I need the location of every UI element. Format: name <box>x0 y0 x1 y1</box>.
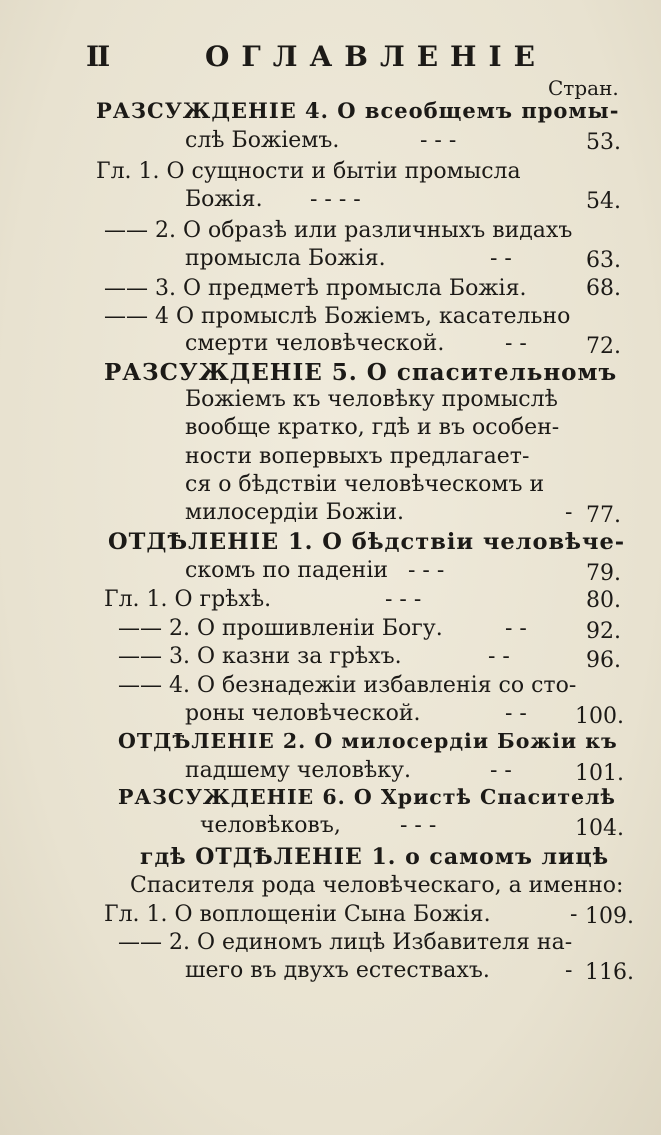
toc-entry-line: ности вопервыхъ предлагает- <box>185 444 530 469</box>
toc-leader-dashes: - - - <box>400 813 437 838</box>
toc-leader-dashes: - - - - <box>310 187 361 212</box>
toc-entry-line: Гл. 1. О воплощеніи Сына Божія. <box>104 902 491 927</box>
toc-leader-dashes: - - - <box>420 128 457 153</box>
toc-entry-line: милосердіи Божіи. <box>185 500 405 525</box>
toc-entry-line: —— 3. О предметѣ промысла Божія. <box>104 276 527 301</box>
toc-entry-line: промысла Божія. <box>185 246 386 271</box>
page-number: II <box>86 40 109 73</box>
toc-leader-dashes: - <box>570 902 578 927</box>
toc-entry-line: смерти человѣческой. <box>185 331 445 356</box>
toc-entry-line: роны человѣческой. <box>185 701 421 726</box>
toc-leader-dashes: - - <box>488 644 510 669</box>
toc-leader-dashes: - - - <box>385 587 422 612</box>
toc-entry-line: Спасителя рода человѣческаго, а именно: <box>130 873 624 898</box>
toc-entry-line: слѣ Божіемъ. <box>185 128 340 153</box>
toc-page-number: 116. <box>585 960 634 985</box>
toc-leader-dashes: - - <box>490 246 512 271</box>
toc-leader-dashes: - - - <box>408 558 445 583</box>
toc-entry-line: падшему человѣку. <box>185 758 411 783</box>
toc-page-number: 54. <box>586 189 621 214</box>
toc-page-number: 79. <box>586 561 621 586</box>
toc-entry-line: —— 3. О казни за грѣхъ. <box>118 644 402 669</box>
toc-page-number: 101. <box>575 761 624 786</box>
toc-entry-line: гдѣ ОТДѢЛЕНІЕ 1. о самомъ лицѣ <box>140 844 610 870</box>
toc-entry-line: ся о бѣдствіи человѣческомъ и <box>185 472 545 497</box>
toc-page-number: 53. <box>586 130 621 155</box>
toc-entry-line: шего въ двухъ естествахъ. <box>185 958 490 983</box>
toc-page-number: 109. <box>585 904 634 929</box>
toc-entry-line: Гл. 1. О сущности и бытіи промысла <box>96 159 521 184</box>
toc-entry-line: ОТДѢЛЕНІЕ 1. О бѣдствіи человѣче- <box>108 529 626 555</box>
toc-leader-dashes: - - <box>505 701 527 726</box>
toc-page-number: 77. <box>586 503 621 528</box>
toc-page-number: 68. <box>586 276 621 301</box>
toc-entry-line: —— 2. О прошивленіи Богу. <box>118 616 443 641</box>
toc-entry-line: —— 4 О промыслѣ Божіемъ, касательно <box>104 304 571 329</box>
toc-entry-line: Гл. 1. О грѣхѣ. <box>104 587 272 612</box>
toc-leader-dashes: - <box>565 500 573 525</box>
toc-entry-line: —— 2. О образѣ или различныхъ видахъ <box>104 218 573 243</box>
toc-leader-dashes: - - <box>505 616 527 641</box>
page-title: ОГЛАВЛЕНІЕ <box>205 40 547 73</box>
toc-entry-line: человѣковъ, <box>200 813 341 838</box>
toc-entry-line: Божія. <box>185 187 263 212</box>
toc-page-number: 104. <box>575 816 624 841</box>
toc-page-number: 72. <box>586 334 621 359</box>
toc-leader-dashes: - <box>565 958 573 983</box>
toc-entry-line: ОТДѢЛЕНІЕ 2. О милосердіи Божіи къ <box>118 729 618 753</box>
toc-page-number: 92. <box>586 619 621 644</box>
toc-page-number: 80. <box>586 588 621 613</box>
toc-entry-line: —— 4. О безнадежіи избавленія со сто- <box>118 673 577 698</box>
toc-entry-line: скомъ по паденіи <box>185 558 389 583</box>
toc-page-number: 96. <box>586 648 621 673</box>
toc-entry-line: РАЗСУЖДЕНІЕ 6. О Христѣ Спасителѣ <box>118 785 616 809</box>
toc-entry-line: РАЗСУЖДЕНІЕ 4. О всеобщемъ промы- <box>96 98 620 123</box>
toc-entry-line: Божіемъ къ человѣку промыслѣ <box>185 387 558 412</box>
page-column-label: Стран. <box>548 76 619 100</box>
toc-entry-line: РАЗСУЖДЕНІЕ 5. О спасительномъ <box>104 359 618 386</box>
toc-page-number: 100. <box>575 704 624 729</box>
toc-entry-line: —— 2. О единомъ лицѣ Избавителя на- <box>118 930 573 955</box>
toc-entry-line: вообще кратко, гдѣ и въ особен- <box>185 415 560 440</box>
toc-leader-dashes: - - <box>505 331 527 356</box>
toc-page-number: 63. <box>586 248 621 273</box>
toc-leader-dashes: - - <box>490 758 512 783</box>
